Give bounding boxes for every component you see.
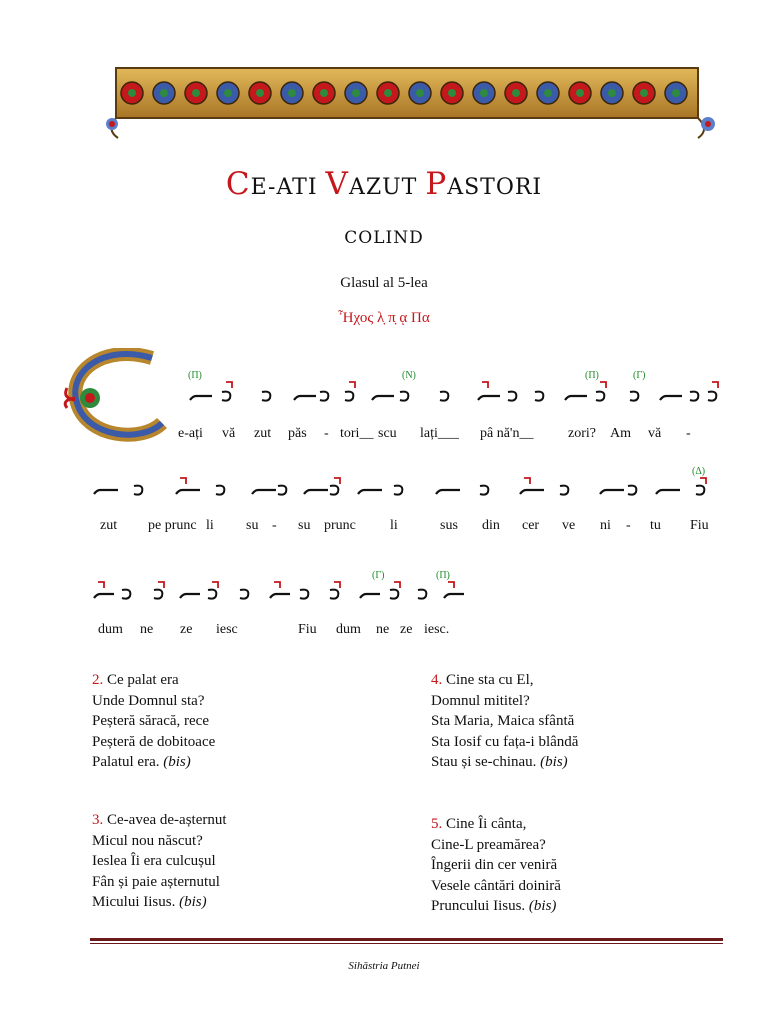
neume-oligon xyxy=(565,396,587,400)
neume-apostrophos xyxy=(390,590,398,599)
lyric-syllable: cer xyxy=(522,518,540,533)
lyric-syllable: ne xyxy=(376,622,390,637)
martyria-mark: (Ν) xyxy=(402,370,416,381)
neume-apostrophos xyxy=(628,486,636,495)
lyric-syllable: - xyxy=(272,518,277,533)
lyric-syllable: - xyxy=(626,518,631,533)
verse-3: 3. Ce-avea de-așternut Micul nou născut? Ieslea Îi era culcușul Fân și paie așternutul Micului Iisus. (bis) xyxy=(92,812,227,910)
lyric-syllable: tu xyxy=(650,518,661,533)
neume-fthora xyxy=(334,582,340,588)
neume-apostrophos xyxy=(696,486,704,495)
martyria-mark: (Π) xyxy=(188,370,202,381)
neume-oligon xyxy=(294,396,316,400)
neume-fthora xyxy=(349,382,355,388)
lyric-syllable: sus xyxy=(440,518,458,533)
neume-fthora xyxy=(274,582,280,588)
lyric-syllable: - xyxy=(324,426,329,441)
lyric-syllable: zori? xyxy=(568,426,596,441)
subtitle: COLIND xyxy=(344,228,424,248)
neume-apostrophos xyxy=(345,392,353,401)
neume-apostrophos xyxy=(122,590,130,599)
neume-apostrophos xyxy=(630,392,638,401)
neume-apostrophos xyxy=(560,486,568,495)
neume-oligon xyxy=(478,396,500,400)
neume-fthora xyxy=(600,382,606,388)
neume-apostrophos xyxy=(222,392,230,401)
lyric-syllable: din xyxy=(482,518,500,533)
neume-apostrophos xyxy=(480,486,488,495)
neume-oligon xyxy=(436,490,460,494)
lyric-syllable: li xyxy=(206,518,214,533)
footer-rule-top xyxy=(90,938,723,941)
lyric-syllable: vă xyxy=(222,426,236,441)
lyric-syllable: dum xyxy=(98,622,123,637)
lyric-syllable: ze xyxy=(400,622,413,637)
lyric-syllable: ni xyxy=(600,518,611,533)
neume-oligon xyxy=(660,396,682,400)
neume-apostrophos xyxy=(400,392,408,401)
lyric-syllable: pâ nă'n__ xyxy=(480,426,534,441)
lyric-syllable: ne xyxy=(140,622,154,637)
lyric-syllable: ze xyxy=(180,622,193,637)
neume-oligon xyxy=(252,490,276,494)
lyric-syllable: iesc. xyxy=(424,622,450,637)
lyric-syllable: zut xyxy=(254,426,272,441)
neume-apostrophos xyxy=(394,486,402,495)
neume-fthora xyxy=(226,382,232,388)
neume-oligon xyxy=(180,594,200,598)
lyric-syllable: li xyxy=(390,518,398,533)
verse-4: 4. Cine sta cu El, Domnul mititel? Sta Maria, Maica sfântă Sta Iosif cu fața-i blândă Stau și se-chinau. (bis) xyxy=(431,672,579,770)
neume-apostrophos xyxy=(134,486,142,495)
lyric-syllable: Fiu xyxy=(690,518,709,533)
lyric-syllable: Fiu xyxy=(298,622,317,637)
neume-apostrophos xyxy=(418,590,426,599)
lyric-syllable: iesc xyxy=(216,622,238,637)
page-title: CE-ATI VAZUT PASTORI xyxy=(225,166,543,202)
neume-fthora xyxy=(158,582,164,588)
neume-fthora xyxy=(212,582,218,588)
lyric-syllable: zut xyxy=(100,518,118,533)
neume-fthora xyxy=(524,478,530,484)
martyria-mark: (Π) xyxy=(585,370,599,381)
neume-apostrophos xyxy=(208,590,216,599)
lyric-syllable: păs xyxy=(288,426,307,441)
neume-apostrophos xyxy=(596,392,604,401)
neume-oligon xyxy=(270,594,290,598)
neume-oligon xyxy=(372,396,394,400)
martyria-mark: (Δ) xyxy=(692,466,706,477)
martyria-mark: (Π) xyxy=(436,570,450,581)
lyric-syllable: lați___ xyxy=(420,426,459,441)
neume-apostrophos xyxy=(262,392,270,401)
neume-oligon xyxy=(600,490,624,494)
lyric-syllable: ve xyxy=(562,518,576,533)
lyric-syllable: scu xyxy=(378,426,397,441)
neume-apostrophos xyxy=(216,486,224,495)
neume-fthora xyxy=(334,478,340,484)
lyric-syllable: prunc xyxy=(324,518,356,533)
verse-5: 5. Cine Îi cânta, Cine-L preamărea? Îngerii din cer veniră Vesele cântări doiniră Pruncului Iisus. (bis) xyxy=(431,816,561,914)
neume-apostrophos xyxy=(708,392,716,401)
neume-fthora xyxy=(482,382,488,388)
neume-apostrophos xyxy=(278,486,286,495)
lyric-syllable: pe prunc xyxy=(148,518,197,533)
neume-apostrophos xyxy=(330,486,338,495)
neume-fthora xyxy=(448,582,454,588)
lyric-syllable: su xyxy=(298,518,311,533)
neume-fthora xyxy=(700,478,706,484)
martyria-mark: (Γ) xyxy=(372,570,385,581)
neume-oligon xyxy=(444,594,464,598)
echos-signature: Ἦχος λ̣ π̣ ᾳ Πα xyxy=(338,310,430,326)
neume-fthora xyxy=(98,582,104,588)
neume-oligon xyxy=(360,594,380,598)
neume-fthora xyxy=(394,582,400,588)
neume-oligon xyxy=(358,490,382,494)
neume-fthora xyxy=(180,478,186,484)
neume-apostrophos xyxy=(690,392,698,401)
lyric-syllable: - xyxy=(686,426,691,441)
mode-label: Glasul al 5-lea xyxy=(340,275,428,291)
neume-fthora xyxy=(712,382,718,388)
neume-oligon xyxy=(190,396,212,400)
neume-apostrophos xyxy=(330,590,338,599)
lyric-syllable: e-ați xyxy=(178,426,203,441)
neume-oligon xyxy=(94,594,114,598)
neume-apostrophos xyxy=(300,590,308,599)
neume-oligon xyxy=(176,490,200,494)
lyric-syllable: su xyxy=(246,518,259,533)
footer-rule-bottom xyxy=(90,943,723,944)
neume-apostrophos xyxy=(535,392,543,401)
neume-oligon xyxy=(656,490,680,494)
neume-apostrophos xyxy=(240,590,248,599)
footer-text: Sihăstria Putnei xyxy=(348,960,420,972)
neume-apostrophos xyxy=(320,392,328,401)
martyria-mark: (Γ) xyxy=(633,370,646,381)
lyric-syllable: dum xyxy=(336,622,361,637)
neume-apostrophos xyxy=(440,392,448,401)
lyric-syllable: tori__ xyxy=(340,426,374,441)
lyric-syllable: vă xyxy=(648,426,662,441)
lyric-syllable: Am xyxy=(610,426,631,441)
neume-oligon xyxy=(520,490,544,494)
neume-oligon xyxy=(304,490,328,494)
verse-2: 2. Ce palat era Unde Domnul sta? Peșteră săracă, rece Peșteră de dobitoace Palatul era. (bis) xyxy=(92,672,216,770)
neume-oligon xyxy=(94,490,118,494)
neume-apostrophos xyxy=(508,392,516,401)
neume-apostrophos xyxy=(154,590,162,599)
